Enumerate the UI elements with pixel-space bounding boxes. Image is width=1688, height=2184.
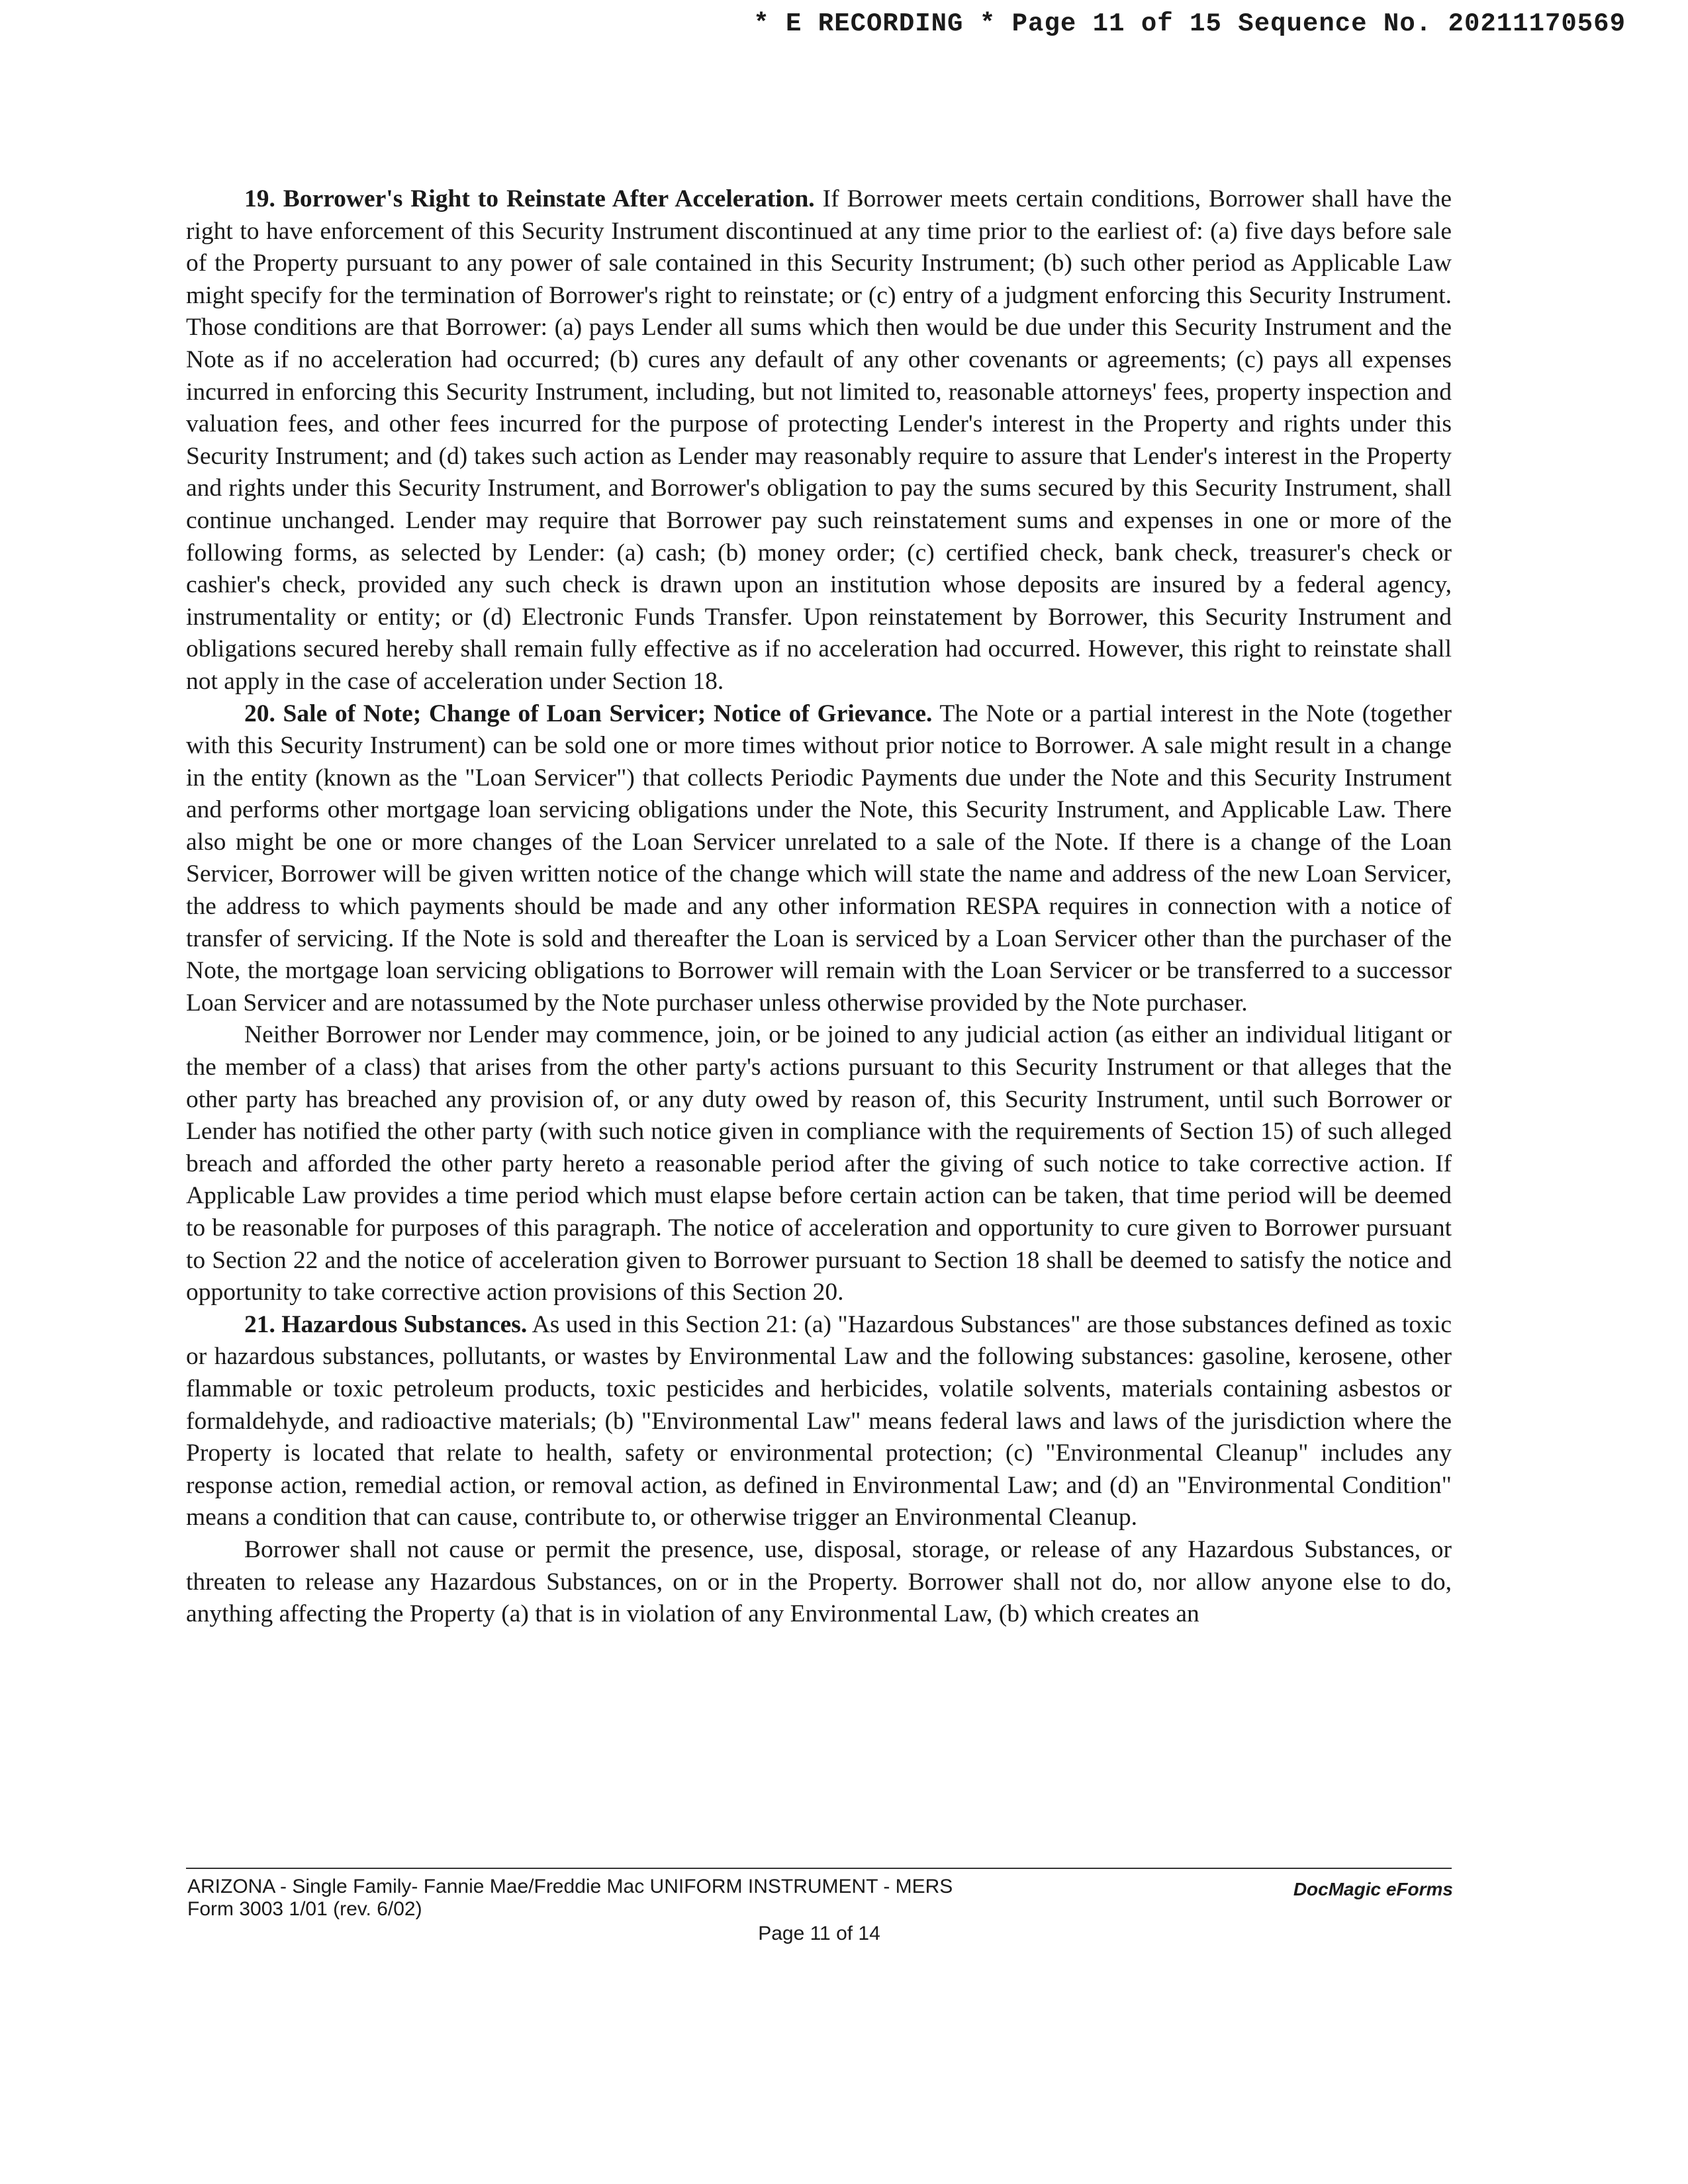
recording-header: * E RECORDING * Page 11 of 15 Sequence No. 20211170569 bbox=[753, 9, 1626, 38]
footer-form-number: Form 3003 1/01 (rev. 6/02) bbox=[187, 1898, 422, 1920]
section-21-paragraph-2: Borrower shall not cause or permit the presence, use, disposal, storage, or release of any Hazardous Substances, or threaten to release any Hazardous Substances, on or in the Property. Borrower shall not do, nor allow anyone else to do, anything affecting the Property (a) that is in violation of any Environmental Law, (b) which creates an bbox=[186, 1535, 1452, 1628]
docmagic-logo: DocMagic eForms bbox=[1293, 1879, 1453, 1899]
section-19 bbox=[186, 183, 1452, 698]
section-20-text: The Note or a partial interest in the Note (together with this Security Instrument) can be sold one or more times without prior notice to Borrower. A sale might result in a change in the entity (known as the "Loan Servicer") that collects Periodic Payments due under the Note and this Security Instrument and performs other mortgage loan servicing obligations under the Note, this Security Instrument, and Applicable Law. There also might be one or more changes of the Loan Servicer unrelated to a sale of the Note. If there is a change of the Loan Servicer, Borrower will be given written notice of the change which will state the name and address of the new Loan Servicer, the address to which payments should be made and any other information RESPA requires in connection with a notice of transfer of servicing. If the Note is sold and thereafter the Loan is serviced by a Loan Servicer other than the purchaser of the Note, the mortgage loan servicing obligations to Borrower will remain with the Loan Servicer or be transferred to a successor Loan Servicer and are notassumed by the Note purchaser unless otherwise provided by the Note purchaser. bbox=[186, 700, 1452, 1017]
section-21-heading: 21. Hazardous Substances. bbox=[244, 1310, 528, 1338]
footer-divider bbox=[186, 1868, 1452, 1869]
section-20-heading: 20. Sale of Note; Change of Loan Servicer; Notice of Grievance. bbox=[244, 700, 933, 727]
section-20 bbox=[186, 698, 1452, 1020]
section-21-text: As used in this Section 21: (a) "Hazardous Substances" are those substances defined as toxic or hazardous substances, pollutants, or wastes by Environmental Law and the following substances: gasoline, kerosene, other flammable or toxic petroleum products, toxic pesticides and herbicides, volatile solvents, materials containing asbestos or formaldehyde, and radioactive materials; (b) "Environmental Law" means federal laws and laws of the jurisdiction where the Property is located that relate to health, safety or environmental protection; (c) "Environmental Cleanup" includes any response action, remedial action, or removal action, as defined in Environmental Law; and (d) an "Environmental Condition" means a condition that can cause, contribute to, or otherwise trigger an Environmental Cleanup. bbox=[186, 1310, 1452, 1531]
footer-page-number: Page 11 of 14 bbox=[758, 1923, 880, 1944]
footer-form-title: ARIZONA - Single Family- Fannie Mae/Freddie Mac UNIFORM INSTRUMENT - MERS bbox=[187, 1876, 953, 1897]
section-20-paragraph-2: Neither Borrower nor Lender may commence, join, or be joined to any judicial action (as either an individual litigant or the member of a class) that arises from the other party's actions pursuant to this Security Instrument or that alleges that the other party has breached any provision of, or any duty owed by reason of, this Security Instrument, until such Borrower or Lender has notified the other party (with such notice given in compliance with the requirements of Section 15) of such alleged breach and afforded the other party hereto a reasonable period after the giving of such notice to take corrective action. If Applicable Law provides a time period which must elapse before certain action can be taken, that time period will be deemed to be reasonable for purposes of this paragraph. The notice of acceleration and opportunity to cure given to Borrower pursuant to Section 22 and the notice of acceleration given to Borrower pursuant to Section 18 shall be deemed to satisfy the notice and opportunity to take corrective action provisions of this Section 20. bbox=[186, 1021, 1452, 1306]
document-body bbox=[186, 183, 1452, 1631]
section-21 bbox=[186, 1309, 1452, 1534]
section-19-heading: 19. Borrower's Right to Reinstate After Acceleration. bbox=[244, 185, 815, 212]
section-19-text: If Borrower meets certain conditions, Borrower shall have the right to have enforcement of this Security Instrument discontinued at any time prior to the earliest of: (a) five days before sale of the Property pursuant to any power of sale contained in this Security Instrument; (b) such other period as Applicable Law might specify for the termination of Borrower's right to reinstate; or (c) entry of a judgment enforcing this Security Instrument. Those conditions are that Borrower: (a) pays Lender all sums which then would be due under this Security Instrument and the Note as if no acceleration had occurred; (b) cures any default of any other covenants or agreements; (c) pays all expenses incurred in enforcing this Security Instrument, including, but not limited to, reasonable attorneys' fees, property inspection and valuation fees, and other fees incurred for the purpose of protecting Lender's interest in the Property and rights under this Security Instrument; and (d) takes such action as Lender may reasonably require to assure that Lender's interest in the Property and rights under this Security Instrument, and Borrower's obligation to pay the sums secured by this Security Instrument, shall continue unchanged. Lender may require that Borrower pay such reinstatement sums and expenses in one or more of the following forms, as selected by Lender: (a) cash; (b) money order; (c) certified check, bank check, treasurer's check or cashier's check, provided any such check is drawn upon an institution whose deposits are insured by a federal agency, instrumentality or entity; or (d) Electronic Funds Transfer. Upon reinstatement by Borrower, this Security Instrument and obligations secured hereby shall remain fully effective as if no acceleration had occurred. However, this right to reinstate shall not apply in the case of acceleration under Section 18. bbox=[186, 185, 1452, 695]
